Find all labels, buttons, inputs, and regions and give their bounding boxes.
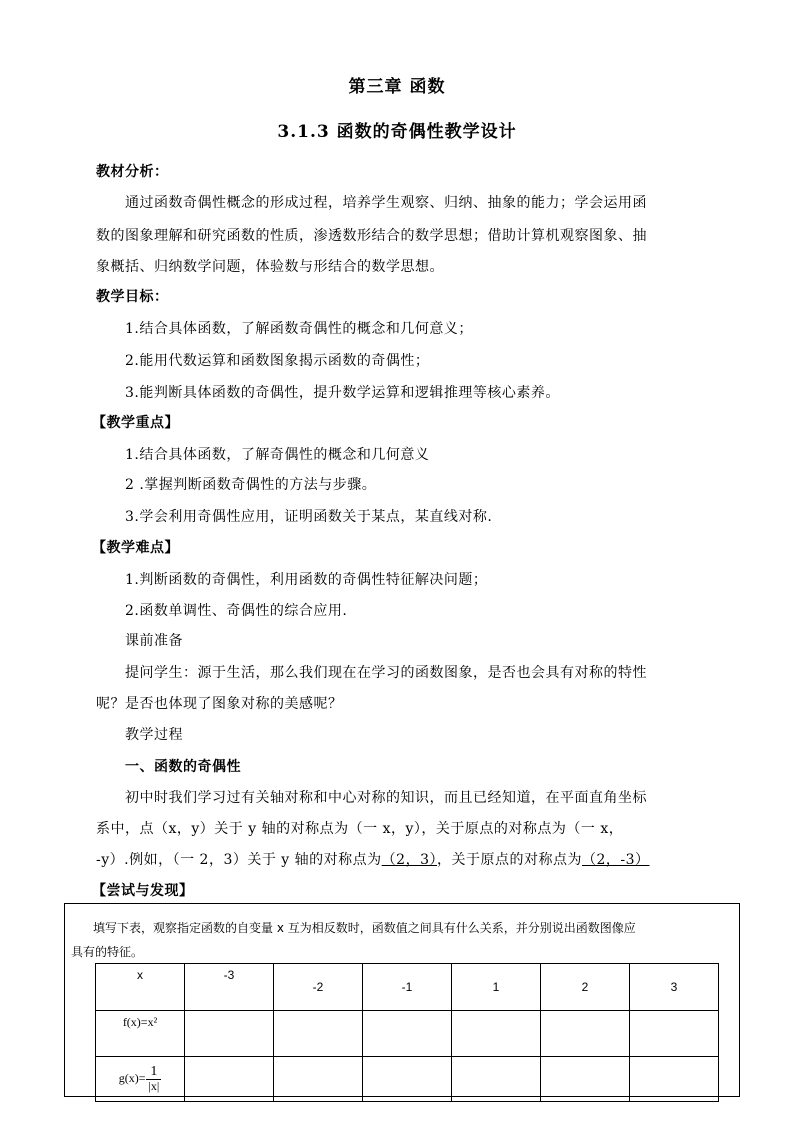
answer-origin-symmetry: （2，-3） — [582, 852, 650, 868]
blank-cell[interactable] — [630, 1057, 719, 1102]
header-x-value: 1 — [452, 964, 541, 1011]
lesson-title: 3.1.3 函数的奇偶性教学设计 — [277, 122, 517, 142]
fraction-numerator: 1 — [150, 1064, 158, 1079]
fraction-denominator: |x| — [148, 1079, 160, 1093]
chapter-title: 第三章 函数 — [348, 77, 446, 97]
process-line-3-text-a: -y）.例如，（一 2，3）关于 y 轴的对称点为 — [96, 852, 382, 868]
process-line-1: 初中时我们学习过有关轴对称和中心对称的知识，而且已经知道，在平面直角坐标 — [125, 790, 647, 806]
fraction — [146, 1065, 161, 1093]
header-x-value: -3 — [185, 964, 274, 1011]
section-title: 一、函数的奇偶性 — [125, 759, 241, 775]
process-line-3 — [96, 849, 650, 869]
row-label-g-prefix: g(x)= — [118, 1070, 146, 1085]
value-table — [95, 963, 719, 1102]
analysis-line-1: 通过函数奇偶性概念的形成过程，培养学生观察、归纳、抽象的能力；学会运用函 — [125, 195, 647, 211]
goal-item-1: 1.结合具体函数，了解函数奇偶性的概念和几何意义； — [125, 321, 473, 337]
goal-item-3: 3.能判断具体函数的奇偶性，提升数学运算和逻辑推理等核心素养。 — [125, 385, 560, 401]
prep-line-1: 提问学生：源于生活，那么我们现在在学习的函数图象，是否也会具有对称的特性 — [125, 665, 647, 681]
process-line-2: 系中，点（x，y）关于 y 轴的对称点为（一 x，y），关于原点的对称点为（一 x， — [96, 821, 624, 837]
table-row-g — [96, 1057, 719, 1102]
prep-line-2: 呢？是否也体现了图象对称的美感呢？ — [96, 696, 343, 712]
blank-cell[interactable] — [363, 1057, 452, 1102]
analysis-heading: 教材分析： — [96, 164, 169, 180]
blank-cell[interactable] — [274, 1057, 363, 1102]
row-label-g — [96, 1057, 185, 1102]
answer-axis-symmetry: （2，3） — [381, 852, 437, 868]
blank-cell[interactable] — [185, 1057, 274, 1102]
blank-cell[interactable] — [185, 1011, 274, 1057]
key-points-heading: 【教学重点】 — [92, 415, 179, 431]
table-header-row — [96, 964, 719, 1011]
try-heading: 【尝试与发现】 — [92, 883, 194, 899]
header-x-value: 3 — [630, 964, 719, 1011]
goals-heading: 教学目标： — [96, 289, 169, 305]
exercise-instruction — [71, 916, 735, 964]
difficulties-heading: 【教学难点】 — [92, 540, 179, 556]
blank-cell[interactable] — [541, 1011, 630, 1057]
blank-cell[interactable] — [274, 1011, 363, 1057]
header-x-value: -1 — [363, 964, 452, 1011]
analysis-line-3: 象概括、归纳数学问题，体验数与形结合的数学思想。 — [96, 259, 444, 275]
header-x-label: x — [96, 964, 185, 1011]
blank-cell[interactable] — [541, 1057, 630, 1102]
header-x-value: -2 — [274, 964, 363, 1011]
blank-cell[interactable] — [452, 1057, 541, 1102]
key-point-1: 1.结合具体函数，了解奇偶性的概念和几何意义 — [125, 447, 430, 463]
analysis-line-2: 数的图象理解和研究函数的性质，渗透数形结合的数学思想；借助计算机观察图象、抽 — [96, 228, 647, 244]
instruction-line-2: 具有的特征。 — [71, 945, 144, 959]
header-x-value: 2 — [541, 964, 630, 1011]
row-label-f: f(x)=x² — [96, 1011, 185, 1057]
blank-cell[interactable] — [630, 1011, 719, 1057]
goal-item-2: 2.能用代数运算和函数图象揭示函数的奇偶性； — [125, 353, 430, 369]
key-point-2: 2 .掌握判断函数奇偶性的方法与步骤。 — [125, 477, 377, 493]
process-heading: 教学过程 — [125, 727, 183, 743]
key-point-3: 3.学会利用奇偶性应用，证明函数关于某点，某直线对称. — [125, 509, 493, 525]
blank-cell[interactable] — [363, 1011, 452, 1057]
difficulty-2: 2.函数单调性、奇偶性的综合应用. — [125, 603, 348, 619]
prep-heading: 课前准备 — [125, 633, 183, 649]
difficulty-1: 1.判断函数的奇偶性，利用函数的奇偶性特征解决问题； — [125, 572, 488, 588]
table-row-f — [96, 1011, 719, 1057]
instruction-line-1: 填写下表，观察指定函数的自变量 x 互为相反数时，函数值之间具有什么关系，并分别说出函数图像应 — [93, 921, 636, 935]
blank-cell[interactable] — [452, 1011, 541, 1057]
process-line-3-text-c: ，关于原点的对称点为 — [437, 852, 582, 868]
